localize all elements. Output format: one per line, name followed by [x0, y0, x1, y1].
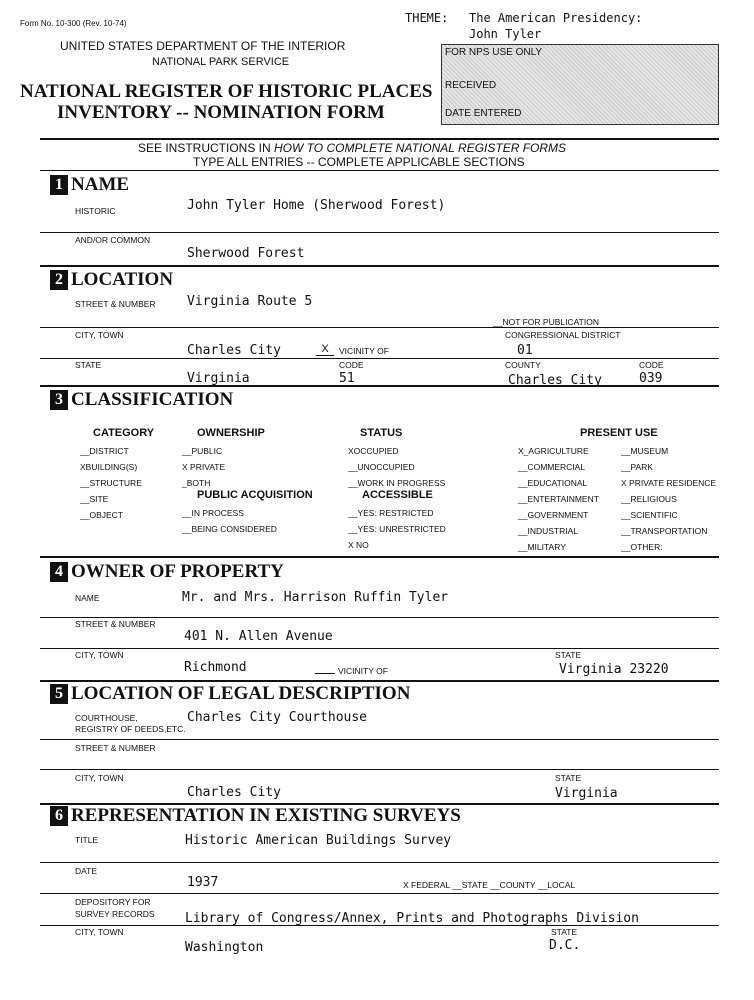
use-agriculture[interactable]: X_AGRICULTURE — [518, 446, 589, 456]
divider — [40, 556, 719, 558]
accessible-unrestricted[interactable]: __YES: UNRESTRICTED — [348, 524, 446, 534]
theme-line1: The American Presidency: — [469, 11, 643, 25]
state-field[interactable]: Virginia — [187, 371, 250, 386]
county-label: COUNTY — [505, 360, 541, 370]
acquisition-being-considered[interactable]: __BEING CONSIDERED — [182, 524, 277, 534]
ownership-public[interactable]: __PUBLIC — [182, 446, 223, 456]
historic-name-field[interactable]: John Tyler Home (Sherwood Forest) — [187, 198, 446, 213]
owner-street-field[interactable]: 401 N. Allen Avenue — [184, 629, 333, 644]
divider — [40, 617, 719, 618]
section-3-heading: 3 CLASSIFICATION — [50, 389, 233, 411]
nps-use-label: FOR NPS USE ONLY — [445, 47, 543, 58]
present-use-list-1 — [518, 443, 599, 555]
public-acquisition-header: PUBLIC ACQUISITION — [197, 489, 313, 501]
divider — [40, 170, 719, 171]
theme-label: THEME: — [405, 11, 449, 25]
ownership-private[interactable]: X PRIVATE — [182, 462, 226, 472]
use-park[interactable]: __PARK — [621, 462, 653, 472]
county-code-label: CODE — [639, 360, 664, 370]
survey-state-label: STATE — [551, 927, 578, 937]
category-structure[interactable]: __STRUCTURE — [80, 478, 142, 488]
district-field[interactable]: 01 — [517, 343, 533, 358]
county-field[interactable]: Charles City — [508, 373, 602, 388]
section-5-heading: 5 LOCATION OF LEGAL DESCRIPTION — [50, 683, 410, 705]
legal-street-label: STREET & NUMBER — [75, 743, 156, 753]
divider — [40, 358, 719, 359]
status-occupied[interactable]: XOCCUPIED — [348, 446, 399, 456]
use-transportation[interactable]: __TRANSPORTATION — [621, 526, 708, 536]
congressional-district-label: CONGRESSIONAL DISTRICT — [505, 330, 621, 340]
instructions-line1: SEE INSTRUCTIONS IN HOW TO COMPLETE NATIONAL REGISTER FORMS — [138, 141, 567, 155]
not-for-publication-checkbox[interactable]: __NOT FOR PUBLICATION — [493, 317, 599, 327]
owner-city-field[interactable]: Richmond — [184, 660, 247, 675]
vicinity-label: VICINITY OF — [339, 346, 389, 356]
divider — [40, 925, 719, 926]
legal-state-label: STATE — [555, 773, 582, 783]
category-site[interactable]: __SITE — [80, 494, 109, 504]
courthouse-field[interactable]: Charles City Courthouse — [187, 710, 368, 725]
vicinity-checkbox[interactable]: X — [316, 343, 334, 356]
divider — [40, 739, 719, 740]
category-list — [80, 443, 142, 523]
owner-name-field[interactable]: Mr. and Mrs. Harrison Ruffin Tyler — [182, 590, 449, 605]
category-district[interactable]: __DISTRICT — [80, 446, 129, 456]
survey-state-field[interactable]: D.C. — [549, 938, 581, 953]
owner-vicinity-checkbox[interactable] — [315, 673, 335, 674]
divider — [40, 232, 719, 233]
use-other[interactable]: __OTHER: — [621, 542, 663, 552]
category-building[interactable]: XBUILDING(S) — [80, 462, 138, 472]
survey-date-label: DATE — [75, 866, 98, 876]
survey-city-label: CITY, TOWN — [75, 927, 124, 937]
use-private-residence[interactable]: X PRIVATE RESIDENCE — [621, 478, 717, 488]
agency-name: NATIONAL PARK SERVICE — [152, 56, 290, 68]
use-government[interactable]: __GOVERNMENT — [518, 510, 589, 520]
ownership-header: OWNERSHIP — [197, 427, 265, 439]
street-field[interactable]: Virginia Route 5 — [187, 294, 313, 309]
survey-city-field[interactable]: Washington — [185, 940, 264, 955]
use-religious[interactable]: __RELIGIOUS — [621, 494, 677, 504]
divider — [40, 385, 719, 387]
acquisition-list — [182, 505, 277, 537]
divider — [40, 138, 719, 140]
theme-line2: John Tyler — [469, 27, 542, 41]
county-code-field[interactable]: 039 — [639, 371, 663, 386]
accessible-list — [348, 505, 446, 553]
date-entered-label: DATE ENTERED — [445, 108, 522, 119]
status-list — [348, 443, 445, 491]
use-educational[interactable]: __EDUCATIONAL — [518, 478, 588, 488]
survey-title-field[interactable]: Historic American Buildings Survey — [185, 833, 452, 848]
form-title-line2: INVENTORY -- NOMINATION FORM — [57, 102, 385, 123]
legal-city-label: CITY, TOWN — [75, 773, 124, 783]
use-entertainment[interactable]: __ENTERTAINMENT — [518, 494, 599, 504]
legal-city-field[interactable]: Charles City — [187, 785, 281, 800]
survey-level-options[interactable]: X FEDERAL __STATE __COUNTY __LOCAL — [403, 880, 576, 890]
category-header: CATEGORY — [93, 427, 155, 439]
divider — [40, 648, 719, 649]
instructions-line2: TYPE ALL ENTRIES -- COMPLETE APPLICABLE SECTIONS — [193, 155, 525, 169]
owner-street-label: STREET & NUMBER — [75, 619, 156, 629]
divider — [40, 327, 719, 328]
courthouse-label: COURTHOUSE, — [75, 713, 138, 723]
section-1-heading: 1 NAME — [50, 174, 129, 196]
acquisition-in-process[interactable]: __IN PROCESS — [182, 508, 244, 518]
accessible-no[interactable]: X NO — [348, 540, 369, 550]
divider — [40, 862, 719, 863]
street-number-label: STREET & NUMBER — [75, 299, 156, 309]
department-name: UNITED STATES DEPARTMENT OF THE INTERIOR — [60, 39, 346, 53]
form-number: Form No. 10-300 (Rev. 10-74) — [20, 19, 127, 28]
city-field[interactable]: Charles City — [187, 343, 281, 358]
historic-label: HISTORIC — [75, 206, 116, 216]
common-name-field[interactable]: Sherwood Forest — [187, 246, 305, 261]
code-label: CODE — [339, 360, 364, 370]
use-scientific[interactable]: __SCIENTIFIC — [621, 510, 678, 520]
use-museum[interactable]: __MUSEUM — [621, 446, 669, 456]
ownership-list — [182, 443, 225, 491]
depository-field[interactable]: Library of Congress/Annex, Prints and Photographs Division — [185, 911, 639, 926]
state-label: STATE — [75, 360, 102, 370]
section-2-heading: 2 LOCATION — [50, 269, 173, 291]
nps-use-box — [441, 44, 719, 125]
legal-state-field[interactable]: Virginia — [555, 786, 618, 801]
accessible-restricted[interactable]: __YES: RESTRICTED — [348, 508, 434, 518]
divider — [40, 680, 719, 682]
category-object[interactable]: __OBJECT — [80, 510, 123, 520]
use-industrial[interactable]: __INDUSTRIAL — [518, 526, 578, 536]
registry-label: REGISTRY OF DEEDS,ETC. — [75, 724, 186, 734]
survey-title-label: TITLE — [75, 835, 99, 845]
form-title-line1: NATIONAL REGISTER OF HISTORIC PLACES — [20, 81, 433, 102]
use-military[interactable]: __MILITARY — [518, 542, 566, 552]
state-code-field[interactable]: 51 — [339, 371, 355, 386]
section-6-heading: 6 REPRESENTATION IN EXISTING SURVEYS — [50, 805, 461, 827]
status-work-in-progress[interactable]: __WORK IN PROGRESS — [348, 478, 446, 488]
accessible-header: ACCESSIBLE — [362, 489, 433, 501]
use-commercial[interactable]: __COMMERCIAL — [518, 462, 586, 472]
owner-city-label: CITY, TOWN — [75, 650, 124, 660]
city-town-label: CITY, TOWN — [75, 330, 124, 340]
divider — [40, 893, 719, 894]
present-use-header: PRESENT USE — [580, 427, 658, 439]
common-name-label: AND/OR COMMON — [75, 235, 151, 245]
status-header: STATUS — [360, 427, 403, 439]
status-unoccupied[interactable]: __UNOCCUPIED — [348, 462, 415, 472]
ownership-both[interactable]: _BOTH — [182, 478, 211, 488]
depository-label-2: SURVEY RECORDS — [75, 909, 155, 919]
owner-vicinity-label: VICINITY OF — [338, 666, 388, 676]
section-4-heading: 4 OWNER OF PROPERTY — [50, 561, 284, 583]
owner-state-label: STATE — [555, 650, 582, 660]
owner-name-label: NAME — [75, 593, 100, 603]
depository-label-1: DEPOSITORY FOR — [75, 897, 151, 907]
present-use-list-2 — [621, 443, 716, 555]
survey-date-field[interactable]: 1937 — [187, 875, 219, 890]
owner-state-field[interactable]: Virginia 23220 — [559, 662, 669, 677]
divider — [40, 769, 719, 770]
received-label: RECEIVED — [445, 80, 497, 91]
divider — [40, 265, 719, 267]
